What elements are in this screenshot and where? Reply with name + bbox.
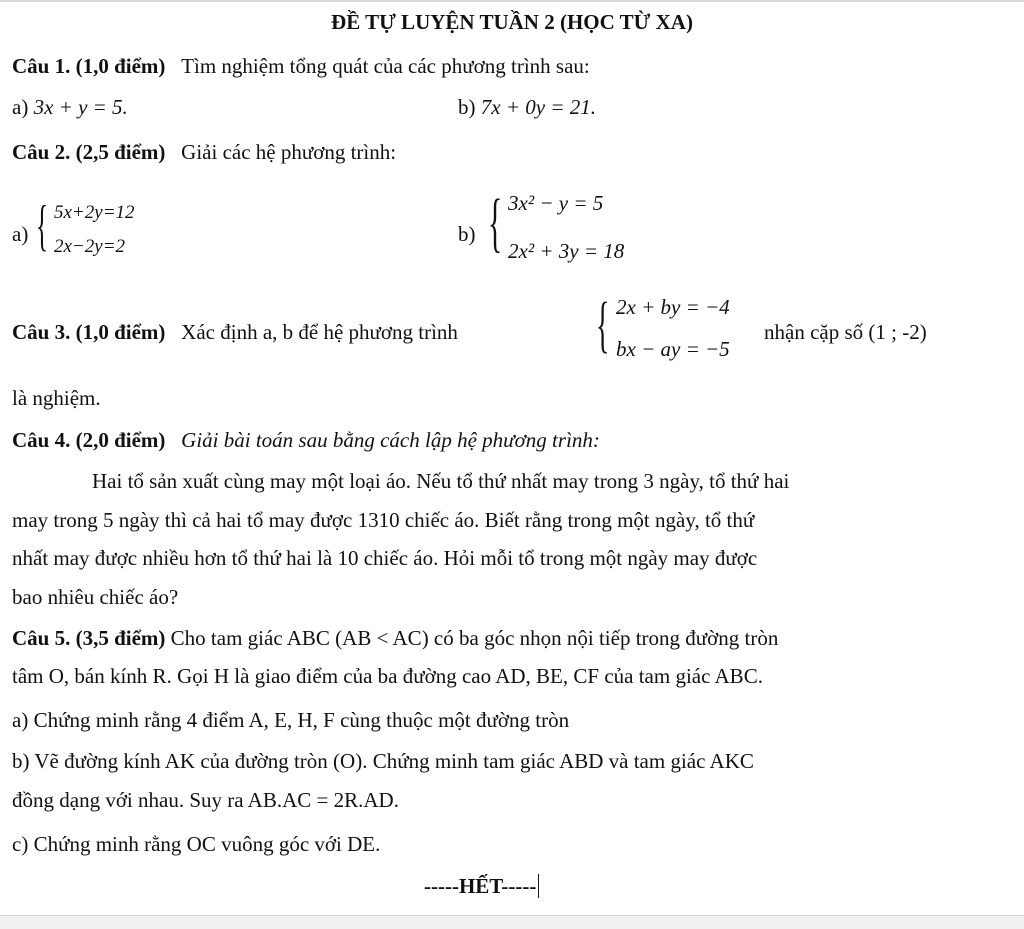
q4-line-4: bao nhiêu chiếc áo? (12, 585, 179, 609)
q5-line-1: Cho tam giác ABC (AB < AC) có ba góc nhọn nội tiếp trong đường tròn (170, 626, 779, 650)
q3-eq2: bx − ay = −5 (616, 337, 730, 361)
q1-label: Câu 1. (1,0 điểm) (12, 54, 166, 78)
page-top-border (0, 0, 1024, 2)
q1-part-a (12, 95, 128, 119)
q1-part-b (458, 95, 596, 119)
q2-b-label: b) (458, 222, 476, 246)
q1-a-label: a) (12, 95, 29, 119)
title-text: ĐỀ TỰ LUYỆN TUẦN 2 (HỌC TỪ XA) (331, 10, 693, 34)
q4-line-2: may trong 5 ngày thì cả hai tổ may được 1310 chiếc áo. Biết rằng trong một ngày, tổ thứ (12, 508, 755, 532)
q5-line-2: tâm O, bán kính R. Gọi H là giao điểm của ba đường cao AD, BE, CF của tam giác ABC. (12, 664, 763, 688)
footer (424, 874, 539, 898)
question-1 (12, 54, 590, 78)
q5-part-c: c) Chứng minh rằng OC vuông góc với DE. (12, 832, 381, 856)
page-title (0, 10, 1024, 34)
question-2 (12, 140, 396, 164)
q2-a-system (36, 196, 206, 266)
q5-part-b-line-2: đồng dạng với nhau. Suy ra AB.AC = 2R.AD. (12, 788, 399, 812)
question-3 (12, 320, 458, 344)
q2-label: Câu 2. (2,5 điểm) (12, 140, 166, 164)
q2-b-brace: { (488, 186, 503, 259)
question-4 (12, 428, 600, 452)
q3-system (596, 290, 766, 366)
q2-a-eq1: 5x+2y=12 (54, 202, 135, 223)
q2-a-eq2: 2x−2y=2 (54, 236, 126, 257)
text-cursor (538, 874, 539, 898)
q4-label: Câu 4. (2,0 điểm) (12, 428, 166, 452)
q5-label: Câu 5. (3,5 điểm) (12, 626, 166, 650)
q1-b-equation: 7x + 0y = 21. (480, 95, 596, 119)
question-5 (12, 626, 778, 650)
q4-line-1: Hai tổ sản xuất cùng may một loại áo. Nếu tổ thứ nhất may trong 3 ngày, tổ thứ hai (92, 469, 790, 493)
q2-b-eq2: 2x² + 3y = 18 (508, 239, 625, 263)
q5-part-b-line-1: b) Vẽ đường kính AK của đường tròn (O). Chứng minh tam giác ABD và tam giác AKC (12, 749, 754, 773)
q2-b-eq1: 3x² − y = 5 (508, 191, 604, 215)
q1-a-equation: 3x + y = 5. (33, 95, 128, 119)
q4-line-3: nhất may được nhiều hơn tổ thứ hai là 10 chiếc áo. Hỏi mỗi tổ trong một ngày may được (12, 546, 758, 570)
q3-brace: { (596, 291, 610, 359)
q5-part-a: a) Chứng minh rằng 4 điểm A, E, H, F cùng thuộc một đường tròn (12, 708, 570, 732)
page-bottom-border (0, 915, 1024, 929)
q3-text-pre: Xác định a, b để hệ phương trình (181, 320, 458, 344)
q2-a-brace: { (36, 195, 49, 257)
q3-label: Câu 3. (1,0 điểm) (12, 320, 166, 344)
q2-a-label: a) (12, 222, 29, 246)
q2-b-system (488, 186, 688, 268)
q3-text-post: nhận cặp số (1 ; -2) (764, 320, 927, 344)
q3-eq1: 2x + by = −4 (616, 295, 730, 319)
q3-text-cont: là nghiệm. (12, 386, 101, 410)
q1-b-label: b) (458, 95, 476, 119)
q2-text: Giải các hệ phương trình: (181, 140, 397, 164)
q4-instruction: Giải bài toán sau bằng cách lập hệ phương trình: (181, 428, 600, 452)
footer-text: -----HẾT----- (424, 874, 537, 898)
q1-text: Tìm nghiệm tổng quát của các phương trình sau: (181, 54, 590, 78)
